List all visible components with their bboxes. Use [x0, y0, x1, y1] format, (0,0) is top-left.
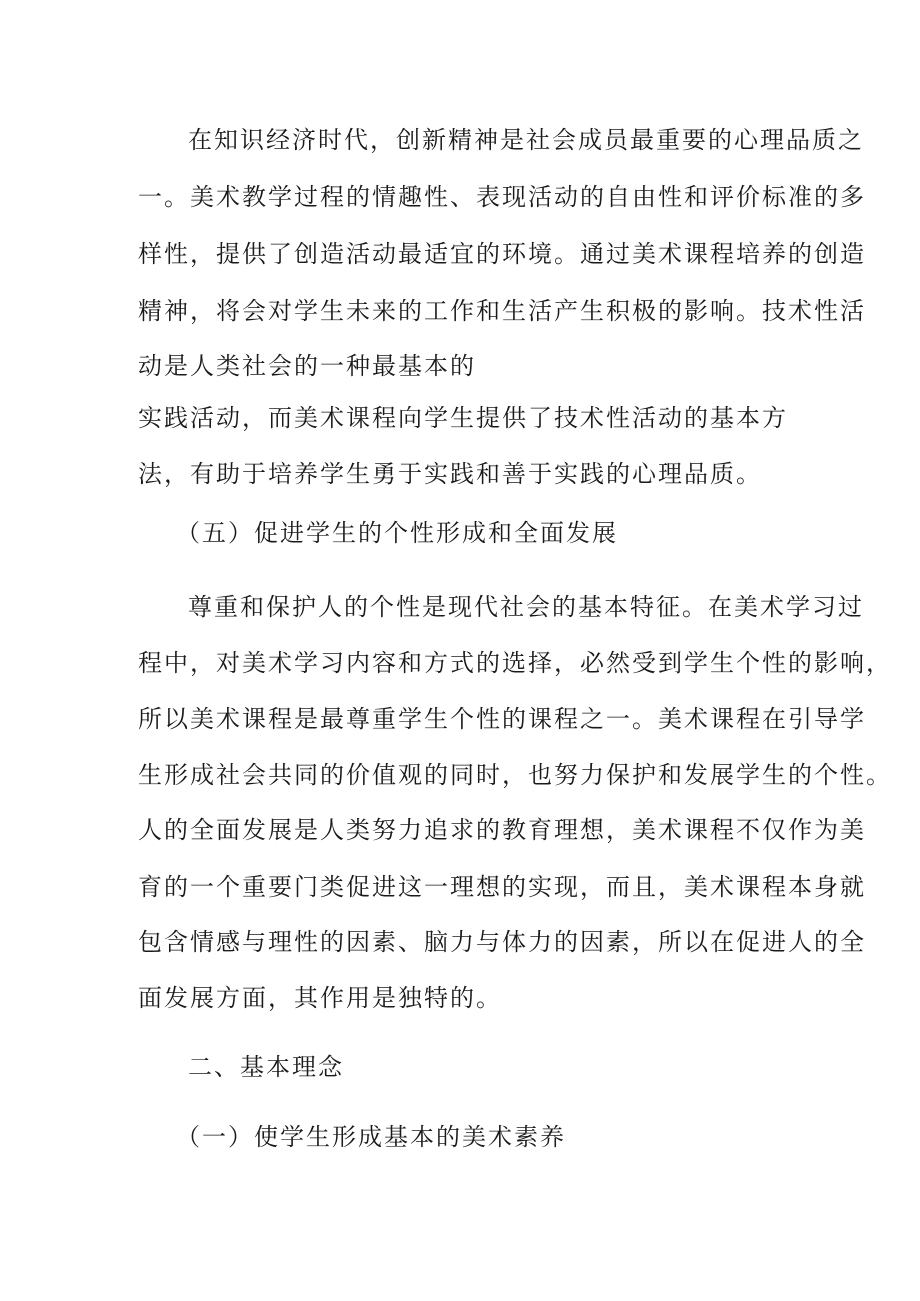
- paragraph-line: 生形成社会共同的价值观的同时，也努力保护和发展学生的个性。: [138, 761, 892, 789]
- paragraph-line: 人的全面发展是人类努力追求的教育理想，美术课程不仅作为美: [138, 816, 866, 844]
- paragraph-line: 实践活动，而美术课程向学生提供了技术性活动的基本方: [138, 404, 788, 432]
- paragraph-line: 动是人类社会的一种最基本的: [138, 352, 476, 380]
- paragraph-line: 尊重和保护人的个性是现代社会的基本特征。在美术学习过: [188, 593, 864, 621]
- paragraph-line: 包含情感与理性的因素、脑力与体力的因素，所以在促进人的全: [138, 928, 866, 956]
- section-title: 二、基本理念: [188, 1053, 344, 1081]
- paragraph-line: 面发展方面，其作用是独特的。: [138, 984, 502, 1012]
- paragraph-line: 一。美术教学过程的情趣性、表现活动的自由性和评价标准的多: [138, 183, 866, 211]
- paragraph-line: 样性，提供了创造活动最适宜的环境。通过美术课程培养的创造: [138, 240, 866, 268]
- paragraph-line: 在知识经济时代，创新精神是社会成员最重要的心理品质之: [188, 126, 864, 154]
- section-heading: （一）使学生形成基本的美术素养: [176, 1123, 566, 1151]
- paragraph-line: 程中，对美术学习内容和方式的选择，必然受到学生个性的影响，: [138, 649, 892, 677]
- paragraph-line: 所以美术课程是最尊重学生个性的课程之一。美术课程在引导学: [138, 705, 866, 733]
- paragraph-line: 法，有助于培养学生勇于实践和善于实践的心理品质。: [138, 460, 762, 488]
- section-heading: （五）促进学生的个性形成和全面发展: [176, 519, 618, 547]
- paragraph-line: 精神，将会对学生未来的工作和生活产生积极的影响。技术性活: [138, 297, 866, 325]
- paragraph-line: 育的一个重要门类促进这一理想的实现，而且，美术课程本身就: [138, 873, 866, 901]
